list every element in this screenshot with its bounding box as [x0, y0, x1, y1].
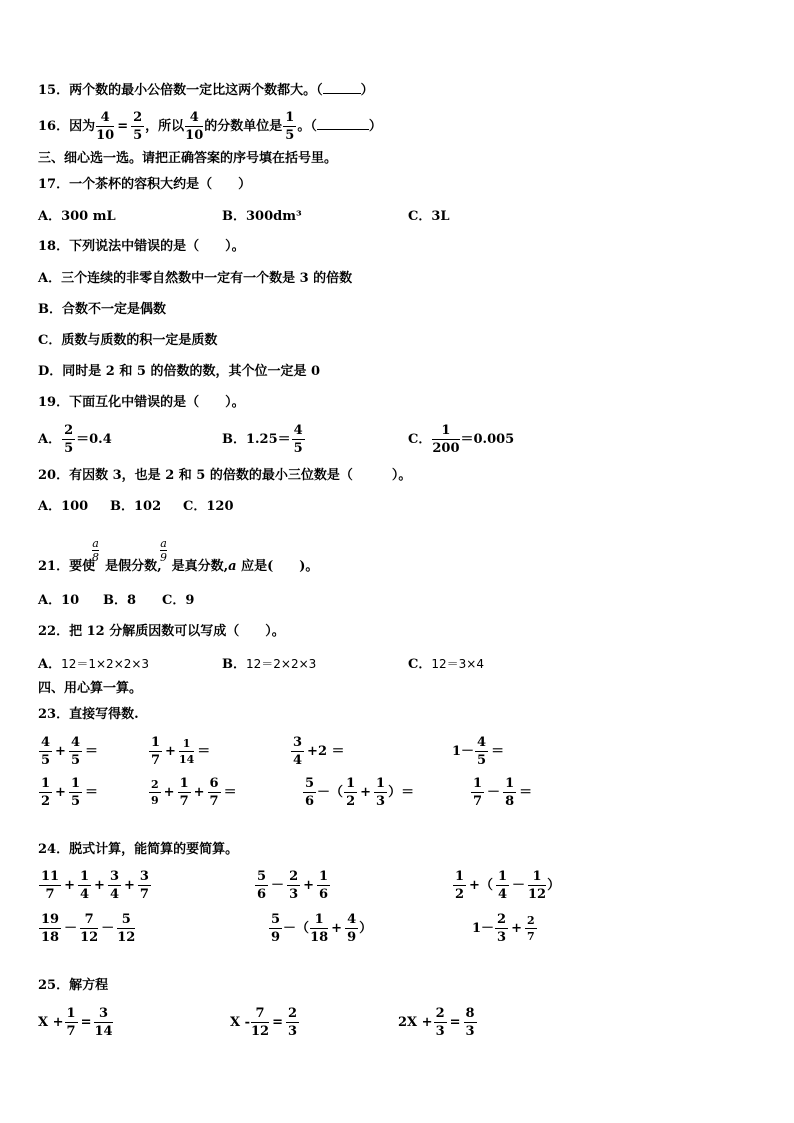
option-b[interactable]: B．12＝2×2×3 — [222, 657, 317, 672]
expression: $\frac{19}{18}$ － $\frac{7}{12}$ － $\frac{5}{12}$ — [41, 912, 136, 945]
expression: $\frac{1}{7}$ － $\frac{1}{8}$ ＝ — [473, 776, 533, 809]
option-a[interactable]: A． $\frac{2}{5}$ ＝0.4 — [38, 423, 112, 456]
question-25: 25．解方程 — [38, 978, 109, 993]
question-22: 22．把 12 分解质因数可以写成（ ）。 — [38, 624, 285, 639]
option-a[interactable]: A．300 mL — [38, 209, 116, 224]
option-b[interactable]: B．300dm³ — [222, 209, 302, 224]
question-16: 16．因为 $\frac{4}{10}$ = $\frac{2}{5}$ ，所以 $\frac{4}{10}$ 的分数单位是 $\frac{1}{5}$ 。（ ） — [38, 110, 382, 143]
expression: 1－ $\frac{2}{3}$ + $\frac{2}{7}$ — [472, 912, 535, 945]
expression: $\frac{4}{5}$ + $\frac{4}{5}$ ＝ — [41, 735, 99, 768]
expression: $\frac{2}{9}$ + $\frac{1}{7}$ + $\frac{6}{7}$ ＝ — [151, 776, 237, 809]
option-b[interactable]: B．102 — [110, 499, 162, 514]
expression: $\frac{1}{2}$ +（ $\frac{1}{4}$ － $\frac{1}{12}$ ） — [455, 869, 561, 902]
answer-blank[interactable] — [317, 129, 369, 130]
option-b[interactable]: B．合数不一定是偶数 — [38, 302, 166, 317]
expression: $\frac{1}{7}$ + $\frac{1}{14}$ ＝ — [151, 735, 211, 768]
section-4-heading: 四、用心算一算。 — [38, 681, 143, 696]
expression: $\frac{11}{7}$ + $\frac{1}{4}$ + $\frac{3}{4}$ + $\frac{3}{7}$ — [41, 869, 149, 902]
option-c[interactable]: C．质数与质数的积一定是质数 — [38, 333, 218, 348]
option-c[interactable]: C．12＝3×4 — [408, 657, 484, 672]
question-18: 18．下列说法中错误的是（ ）。 — [38, 239, 245, 254]
fraction-a-over-8: $\frac{a}{8}$ — [92, 537, 99, 564]
question-21: 21．要使 是假分数, 是真分数,a 应是( )。 — [38, 559, 319, 574]
question-15: 15．两个数的最小公倍数一定比这两个数都大。（ ） — [38, 83, 374, 98]
option-b[interactable]: B．8 — [103, 593, 137, 608]
answer-blank[interactable] — [323, 93, 361, 94]
option-c[interactable]: C． $\frac{1}{200}$ ＝0.005 — [408, 423, 515, 456]
question-17: 17．一个茶杯的容积大约是（ ） — [38, 177, 252, 192]
question-24: 24．脱式计算，能简算的要简算。 — [38, 842, 239, 857]
expression: $\frac{5}{9}$ －（ $\frac{1}{18}$ + $\frac{4}{9}$ ） — [271, 912, 373, 945]
option-b[interactable]: B．1.25＝ $\frac{4}{5}$ — [222, 423, 303, 456]
equation: 2X + $\frac{2}{3}$ = $\frac{8}{3}$ — [398, 1006, 475, 1039]
expression: 1－ $\frac{4}{5}$ ＝ — [452, 735, 505, 768]
option-a[interactable]: A．三个连续的非零自然数中一定有一个数是 3 的倍数 — [38, 271, 353, 286]
fraction-a-over-9: $\frac{a}{9}$ — [160, 537, 167, 564]
option-c[interactable]: C．120 — [183, 499, 234, 514]
expression: $\frac{3}{4}$ +2 ＝ — [293, 735, 345, 768]
option-c[interactable]: C．3L — [408, 209, 450, 224]
expression: $\frac{5}{6}$ － $\frac{2}{3}$ + $\frac{1}{6}$ — [257, 869, 329, 902]
expression: $\frac{5}{6}$ －（ $\frac{1}{2}$ + $\frac{1}{3}$ ）＝ — [305, 776, 415, 809]
option-a[interactable]: A．100 — [38, 499, 89, 514]
option-a[interactable]: A．12＝1×2×2×3 — [38, 657, 150, 672]
equation: X + $\frac{1}{7}$ = $\frac{3}{14}$ — [38, 1006, 113, 1039]
option-c[interactable]: C．9 — [162, 593, 195, 608]
expression: $\frac{1}{2}$ + $\frac{1}{5}$ ＝ — [41, 776, 99, 809]
question-20: 20．有因数 3，也是 2 和 5 的倍数的最小三位数是（ ）。 — [38, 468, 412, 483]
question-19: 19．下面互化中错误的是（ ）。 — [38, 395, 245, 410]
option-d[interactable]: D．同时是 2 和 5 的倍数的数，其个位一定是 0 — [38, 364, 321, 379]
section-3-heading: 三、细心选一选。请把正确答案的序号填在括号里。 — [38, 151, 338, 166]
question-23: 23．直接写得数. — [38, 707, 139, 722]
equation: X - $\frac{7}{12}$ = $\frac{2}{3}$ — [230, 1006, 298, 1039]
option-a[interactable]: A．10 — [38, 593, 80, 608]
